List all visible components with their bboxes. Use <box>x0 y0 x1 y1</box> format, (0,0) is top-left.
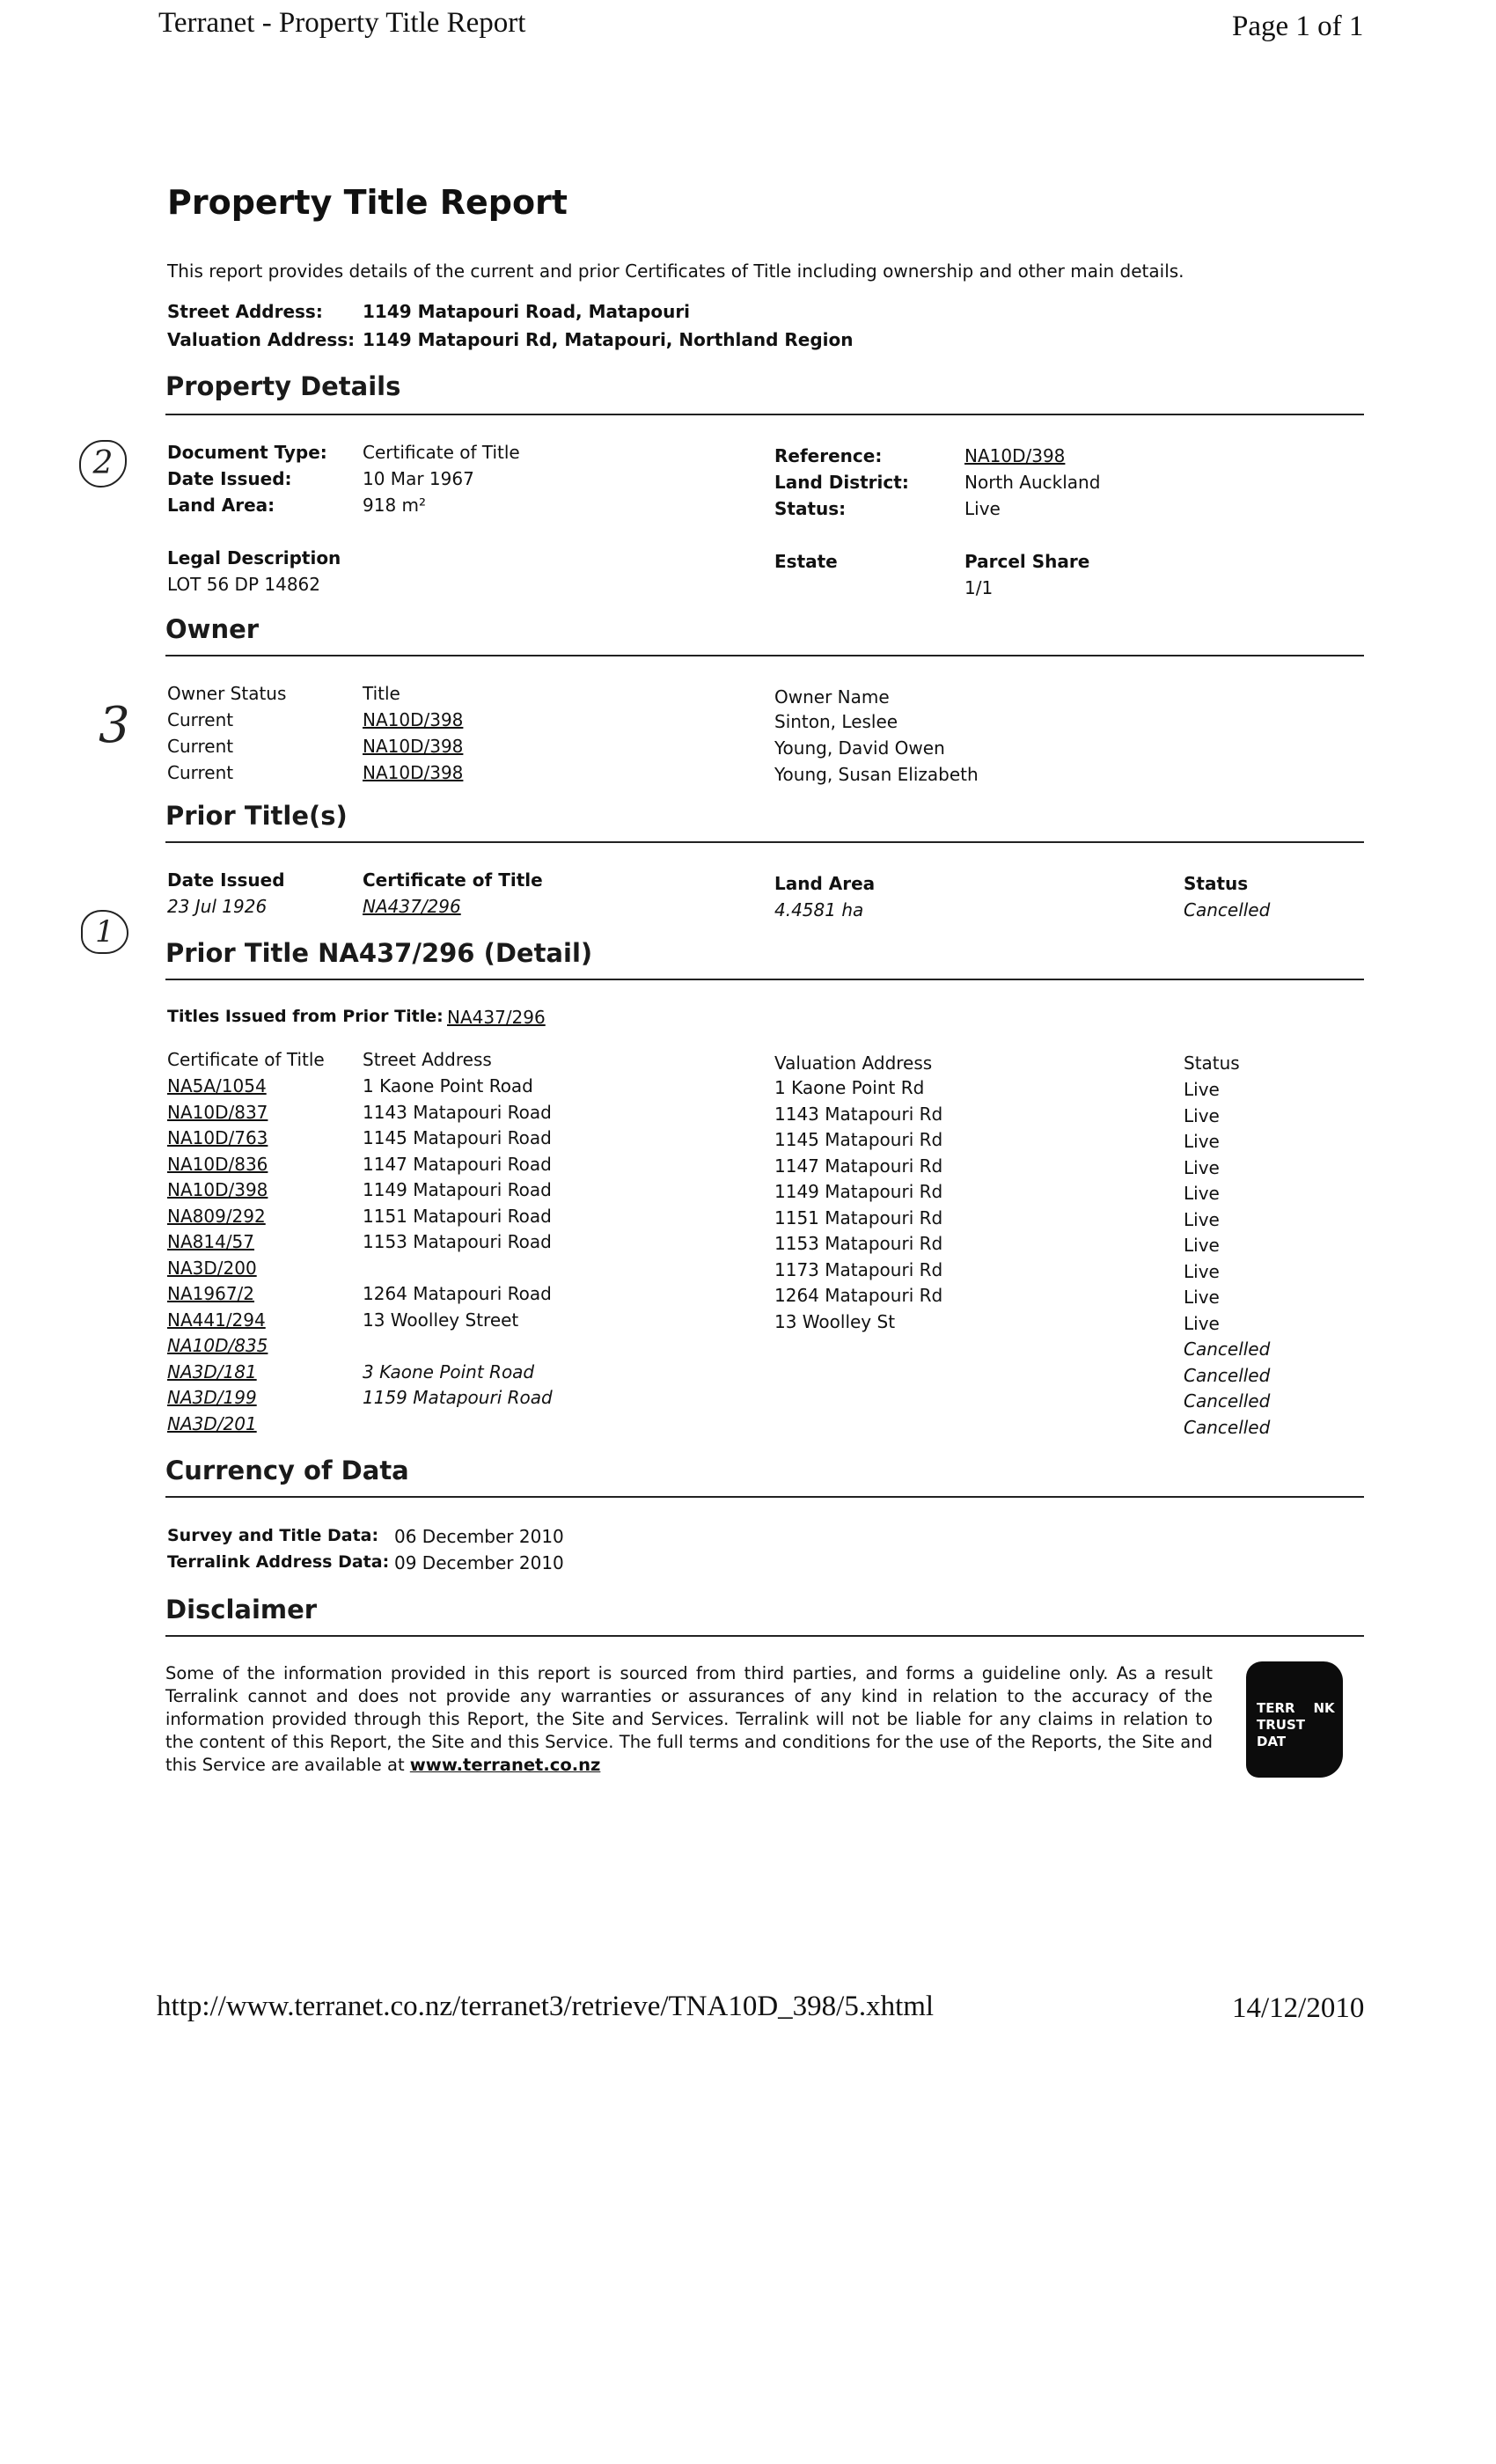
issued-from-link[interactable]: NA437/296 <box>447 1007 546 1028</box>
street-address: 1149 Matapouri Road, Matapouri <box>363 301 691 322</box>
trust-badge-text: TERR NK TRUST DAT <box>1257 1700 1335 1749</box>
detail-valuation-address: 1264 Matapouri Rd <box>774 1285 943 1306</box>
owner-name: Young, Susan Elizabeth <box>774 764 979 785</box>
date-issued-label: Date Issued: <box>167 468 292 489</box>
detail-street-address: 1145 Matapouri Road <box>363 1127 552 1148</box>
terralink-data-label: Terralink Address Data: <box>167 1552 390 1572</box>
detail-status-header: Status <box>1184 1052 1240 1074</box>
terranet-link[interactable]: www.terranet.co.nz <box>409 1755 601 1775</box>
detail-cert-link[interactable]: NA814/57 <box>167 1231 255 1252</box>
detail-valuation-header: Valuation Address <box>774 1052 933 1074</box>
detail-street-address: 1159 Matapouri Road <box>363 1387 553 1408</box>
prior-status: Cancelled <box>1184 899 1271 920</box>
survey-data-date: 06 December 2010 <box>394 1526 564 1547</box>
reference-link[interactable]: NA10D/398 <box>964 445 1066 466</box>
detail-street-address: 3 Kaone Point Road <box>363 1361 535 1382</box>
owner-heading: Owner <box>165 614 260 644</box>
disclaimer-body: Some of the information provided in this report is sourced from third parties, and forms a guideline only. As a result Terralink cannot and does not provide any warranties or assurances of any kind in relation to the accuracy of the information provided through this Report, the Site and Services. Terralink will not be liable for any claims in relation to the content of this Report, the Site and this Service. The full terms and conditions for the use of the Reports, the Site and this Service are available at <box>165 1663 1213 1775</box>
detail-status: Live <box>1184 1157 1220 1178</box>
detail-status: Live <box>1184 1183 1220 1204</box>
detail-status: Live <box>1184 1079 1220 1100</box>
detail-valuation-address: 1153 Matapouri Rd <box>774 1233 943 1254</box>
detail-valuation-address: 1143 Matapouri Rd <box>774 1104 943 1125</box>
status-label: Status: <box>774 498 847 519</box>
owner-status: Current <box>167 736 234 757</box>
parcel-share: 1/1 <box>964 577 994 598</box>
owner-title-link[interactable]: NA10D/398 <box>363 736 464 757</box>
detail-street-header: Street Address <box>363 1049 492 1070</box>
section-divider <box>165 655 1364 656</box>
issued-from-label: Titles Issued from Prior Title: <box>167 1007 444 1026</box>
section-divider <box>165 841 1364 843</box>
detail-status: Live <box>1184 1209 1220 1230</box>
detail-cert-link[interactable]: NA441/294 <box>167 1309 266 1331</box>
owner-title-header: Title <box>363 683 400 704</box>
detail-cert-link[interactable]: NA10D/398 <box>167 1179 268 1200</box>
owner-status: Current <box>167 762 234 783</box>
detail-cert-link[interactable]: NA3D/201 <box>167 1413 257 1434</box>
detail-street-address: 1 Kaone Point Road <box>363 1075 533 1096</box>
detail-street-address: 1151 Matapouri Road <box>363 1206 552 1227</box>
handwritten-mark-3: 3 <box>99 697 130 754</box>
detail-status: Live <box>1184 1287 1220 1308</box>
property-details-heading: Property Details <box>165 371 401 401</box>
owner-name-header: Owner Name <box>774 686 890 708</box>
detail-cert-link[interactable]: NA1967/2 <box>167 1283 255 1304</box>
detail-status: Live <box>1184 1105 1220 1126</box>
detail-cert-link[interactable]: NA10D/836 <box>167 1154 268 1175</box>
detail-street-address: 1149 Matapouri Road <box>363 1179 552 1200</box>
detail-status: Cancelled <box>1184 1417 1271 1438</box>
valuation-address-label: Valuation Address: <box>167 329 356 350</box>
detail-street-address: 1153 Matapouri Road <box>363 1231 552 1252</box>
detail-cert-link[interactable]: NA5A/1054 <box>167 1075 267 1096</box>
detail-cert-link[interactable]: NA3D/200 <box>167 1258 257 1279</box>
detail-street-address: 1264 Matapouri Road <box>363 1283 552 1304</box>
report-intro: This report provides details of the current and prior Certificates of Title including ownership and other main details. <box>167 260 1184 282</box>
valuation-address: 1149 Matapouri Rd, Matapouri, Northland Region <box>363 329 854 350</box>
document-type-label: Document Type: <box>167 442 327 463</box>
owner-name: Young, David Owen <box>774 737 945 759</box>
owner-status: Current <box>167 709 234 730</box>
legal-description: LOT 56 DP 14862 <box>167 574 320 595</box>
detail-cert-link[interactable]: NA10D/837 <box>167 1102 268 1123</box>
detail-status: Cancelled <box>1184 1338 1271 1360</box>
owner-title-link[interactable]: NA10D/398 <box>363 709 464 730</box>
detail-valuation-address: 1173 Matapouri Rd <box>774 1259 943 1280</box>
status-value: Live <box>964 498 1001 519</box>
section-divider <box>165 979 1364 980</box>
prior-cert-link[interactable]: NA437/296 <box>363 896 461 917</box>
detail-cert-link[interactable]: NA10D/835 <box>167 1335 268 1356</box>
detail-valuation-address: 13 Woolley St <box>774 1311 896 1332</box>
detail-cert-link[interactable]: NA10D/763 <box>167 1127 268 1148</box>
legal-description-label: Legal Description <box>167 547 341 568</box>
section-divider <box>165 1496 1364 1498</box>
prior-area-header: Land Area <box>774 873 876 894</box>
detail-street-address: 13 Woolley Street <box>363 1309 519 1331</box>
detail-street-address: 1143 Matapouri Road <box>363 1102 552 1123</box>
prior-cert-header: Certificate of Title <box>363 869 543 891</box>
detail-cert-header: Certificate of Title <box>167 1049 325 1070</box>
prior-status-header: Status <box>1184 873 1249 894</box>
detail-status: Live <box>1184 1235 1220 1256</box>
land-district-label: Land District: <box>774 472 909 493</box>
owner-status-header: Owner Status <box>167 683 287 704</box>
land-area-label: Land Area: <box>167 495 275 516</box>
land-area: 918 m² <box>363 495 427 516</box>
page-indicator: Page 1 of 1 <box>1232 11 1364 42</box>
detail-status: Live <box>1184 1313 1220 1334</box>
detail-valuation-address: 1147 Matapouri Rd <box>774 1155 943 1177</box>
prior-titles-heading: Prior Title(s) <box>165 801 348 831</box>
handwritten-mark-1: 1 <box>81 910 128 954</box>
disclaimer-text <box>165 1662 1213 1777</box>
section-divider <box>165 1635 1364 1637</box>
detail-valuation-address: 1149 Matapouri Rd <box>774 1181 943 1202</box>
terralink-data-date: 09 December 2010 <box>394 1552 564 1573</box>
prior-date-header: Date Issued <box>167 869 285 891</box>
street-address-label: Street Address: <box>167 301 323 322</box>
detail-cert-link[interactable]: NA3D/199 <box>167 1387 257 1408</box>
print-footer-date: 14/12/2010 <box>1232 1992 1365 2024</box>
handwritten-mark-2: 2 <box>79 440 127 488</box>
land-district: North Auckland <box>964 472 1101 493</box>
detail-status: Cancelled <box>1184 1365 1271 1386</box>
date-issued: 10 Mar 1967 <box>363 468 474 489</box>
report-title: Property Title Report <box>167 183 568 222</box>
prior-area: 4.4581 ha <box>774 899 864 920</box>
detail-valuation-address: 1 Kaone Point Rd <box>774 1077 925 1098</box>
document-type: Certificate of Title <box>363 442 520 463</box>
parcel-share-label: Parcel Share <box>964 551 1090 572</box>
owner-name: Sinton, Leslee <box>774 711 898 732</box>
prior-detail-heading: Prior Title NA437/296 (Detail) <box>165 938 593 968</box>
detail-status: Cancelled <box>1184 1390 1271 1412</box>
detail-status: Live <box>1184 1261 1220 1282</box>
survey-data-label: Survey and Title Data: <box>167 1526 379 1545</box>
detail-street-address: 1147 Matapouri Road <box>363 1154 552 1175</box>
owner-title-link[interactable]: NA10D/398 <box>363 762 464 783</box>
print-header-title: Terranet - Property Title Report <box>158 7 526 39</box>
currency-heading: Currency of Data <box>165 1456 409 1485</box>
reference-label: Reference: <box>774 445 883 466</box>
detail-cert-link[interactable]: NA3D/181 <box>167 1361 257 1382</box>
estate-label: Estate <box>774 551 838 572</box>
section-divider <box>165 414 1364 415</box>
detail-valuation-address: 1145 Matapouri Rd <box>774 1129 943 1150</box>
prior-date: 23 Jul 1926 <box>167 896 268 917</box>
detail-status: Live <box>1184 1131 1220 1152</box>
disclaimer-heading: Disclaimer <box>165 1595 318 1624</box>
detail-cert-link[interactable]: NA809/292 <box>167 1206 266 1227</box>
print-footer-url: http://www.terranet.co.nz/terranet3/retrieve/TNA10D_398/5.xhtml <box>157 1991 935 2022</box>
detail-valuation-address: 1151 Matapouri Rd <box>774 1207 943 1228</box>
